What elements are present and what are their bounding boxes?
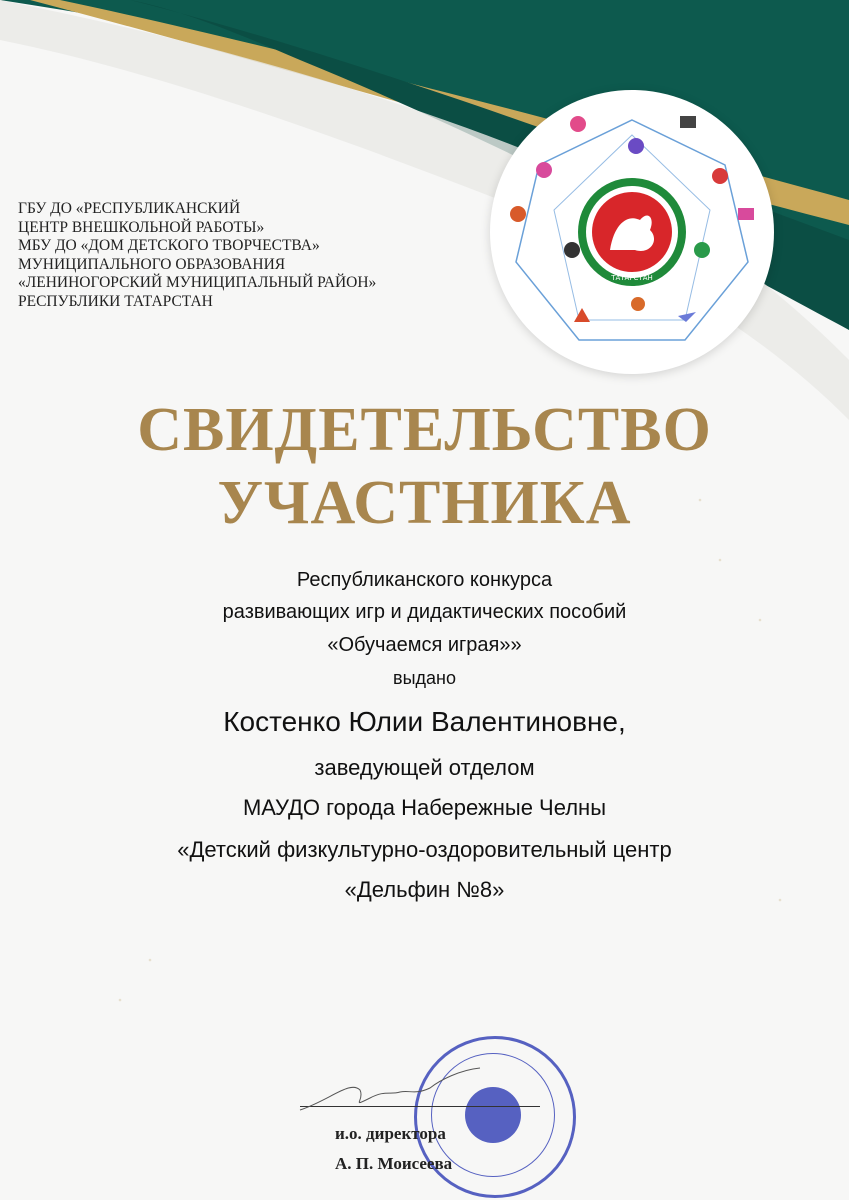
tools-icon xyxy=(564,242,580,258)
signatory-name: А. П. Моисеева xyxy=(335,1154,453,1173)
contest-line-1: Республиканского конкурса xyxy=(296,569,553,591)
telescope-icon xyxy=(631,297,645,311)
issuer-line: РЕСПУБЛИКИ ТАТАРСТАН xyxy=(18,292,213,310)
issuer-line: ЦЕНТР ВНЕШКОЛЬНОЙ РАБОТЫ» xyxy=(18,218,265,236)
issuer-line: ГБУ ДО «РЕСПУБЛИКАНСКИЙ xyxy=(18,200,241,217)
issued-label: выдано xyxy=(393,668,456,688)
piano-icon xyxy=(738,208,754,220)
tatarstan-logo xyxy=(490,90,774,374)
recipient-name: Костенко Юлии Валентиновне, xyxy=(223,706,626,737)
issuer-line: МБУ ДО «ДОМ ДЕТСКОГО ТВОРЧЕСТВА» xyxy=(18,237,320,255)
handwritten-signature xyxy=(290,1060,490,1120)
contest-line-2: развивающих игр и дидактических пособий xyxy=(222,601,627,623)
flask-icon xyxy=(536,162,552,178)
recipient-org-line-1: МАУДО города Набережные Челны xyxy=(242,795,607,820)
recipient-position: заведующей отделом xyxy=(314,755,535,780)
issuer-line: «ЛЕНИНОГОРСКИЙ МУНИЦИПАЛЬНЫЙ РАЙОН» xyxy=(18,274,377,292)
satellite-icon xyxy=(712,168,728,184)
logo-text: ТАТАРСТАН xyxy=(611,274,653,282)
certificate-title-line2: УЧАСТНИКА xyxy=(217,469,632,537)
recipient-org-line-2: «Детский физкультурно-оздоровительный центр xyxy=(177,837,672,862)
signatory-role: и.о. директора xyxy=(335,1124,446,1143)
palette-icon xyxy=(570,116,586,132)
emblem-icon xyxy=(490,90,774,374)
recipient-org-line-3: «Дельфин №8» xyxy=(344,877,505,902)
basketball-icon xyxy=(628,138,644,154)
certificate-title-line1: СВИДЕТЕЛЬСТВО xyxy=(137,396,712,464)
issuer-organization xyxy=(18,200,376,312)
computer-icon xyxy=(680,116,696,128)
globe-icon xyxy=(510,206,526,222)
microscope-icon xyxy=(694,242,710,258)
contest-name: «Обучаемся играя»» xyxy=(327,634,522,656)
issuer-line: МУНИЦИПАЛЬНОГО ОБРАЗОВАНИЯ xyxy=(18,255,286,273)
